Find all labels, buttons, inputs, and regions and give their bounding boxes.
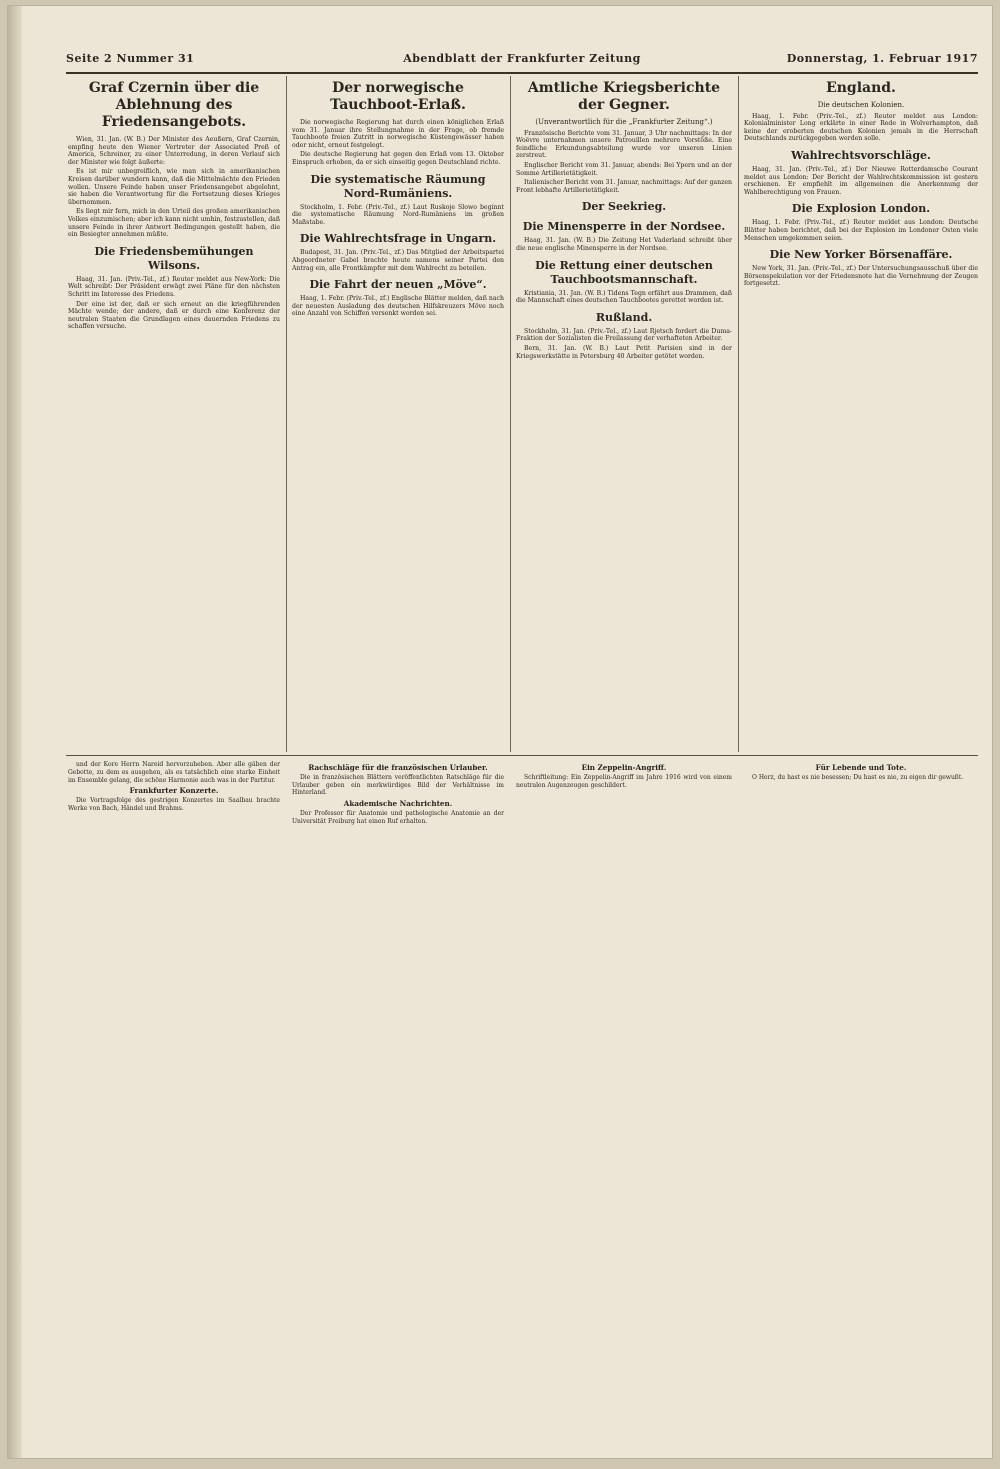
article-paragraph: Englischer Bericht vom 31. Januar, abends: Bei Ypern und an der Somme Artillerietätigkeit. [516,161,732,177]
article-headline: Die Wahlrechtsfrage in Ungarn. [299,232,497,246]
newspaper-title: Abendblatt der Frankfurter Zeitung [403,52,641,65]
article-paragraph: Wien, 31. Jan. (W. B.) Der Minister des Aeußern, Graf Czernin, empfing heute den Wiener Vertreter der Associated Preß of America, Schreiner, zu einer Unterredung, in deren Verlauf sich der Minister wie folgt äußerte: [68,136,280,166]
article-headline: Der Seekrieg. [581,200,667,214]
feuilleton-column-2 [292,761,504,1409]
column-rule [510,76,511,752]
article-headline: Amtliche Kriegsberichte der Gegner. [527,80,721,113]
article-paragraph: Der eine ist der, daß er sich erneut an die kriegführenden Mächte wende; der andere, daß er durch eine Konferenz der neutralen Staaten die Grundlagen eines dauernden Friedens zu schaffen versuche. [68,300,280,331]
column-1 [68,76,280,752]
feuilleton-column-1 [68,761,280,1409]
article-headline: Wahlrechtsvorschläge. [791,148,931,162]
column-rule [286,76,287,752]
article-paragraph: Kristiania, 31. Jan. (W. B.) Tidens Tegn erfährt aus Drammen, daß die Mannschaft eines deutschen Tauchbootes gerettet worden ist. [516,289,732,305]
article-paragraph: Haag, 31. Jan. (Priv.-Tel., zf.) Reuter meldet aus New-York: Die Welt schreibt: Der Präsident erwägt zwei Pläne für den nächsten Schritt im Interesse des Friedens. [68,275,280,298]
feuilleton-paragraph: Die in französischen Blättern veröffentlichten Ratschläge für die Urlauber geben ein merkwürdiges Bild der Verhältnisse im Hinterland. [292,773,504,797]
article-headline: Rußland. [595,310,653,324]
page-number: Seite 2 Nummer 31 [66,52,195,65]
article-paragraph: Es liegt mir fern, mich in den Urteil des großen amerikanischen Volkes einzumischen; aber ich kann nicht umhin, festzustellen, daß unsere Feinde in ihrer Antwort Bedingungen gestellt haben, die ein Besiegter annehmen müßte. [68,208,280,239]
issue-date: Donnerstag, 1. Februar 1917 [786,52,978,65]
article-headline: Die Rettung einer deutschen Tauchbootsmannschaft. [535,258,713,286]
article-paragraph: Haag, 31. Jan. (W. B.) Die Zeitung Het Vaderland schreibt über die neue englische Minensperre in der Nordsee. [516,237,732,252]
feuilleton-paragraph: Die Vortragsfolge des gestrigen Konzertes im Saalbau brachte Werke von Bach, Händel und Brahms. [68,797,280,812]
feuilleton-rule [66,755,978,756]
article-headline: England. [826,80,896,96]
article-headline: Die Friedensbemühungen Wilsons. [94,244,254,272]
column-rule [738,76,739,752]
article-paragraph: New York, 31. Jan. (Priv.-Tel., zf.) Der Untersuchungsausschuß über die Börsenspekulation vor der Friedensnote hat die Vernehmung der Zeugen fortgesetzt. [744,265,978,288]
article-headline: Die Fahrt der neuen „Möve“. [309,278,487,292]
article-paragraph: Bern, 31. Jan. (W. B.) Laut Petit Parisien sind in der Kriegswerkstätte in Petersburg 40 Arbeiter getötet worden. [516,344,732,360]
feuilleton-paragraph: Schriftleitung: Ein Zeppelin-Angriff im Jahre 1916 wird von einem neutralen Augenzeugen geschildert. [516,773,732,789]
column-2 [292,76,504,752]
feuilleton-paragraph: Der Professor für Anatomie und pathologische Anatomie an der Universität Freiburg hat einen Ruf erhalten. [292,809,504,825]
article-headline: Die Minensperre in der Nordsee. [522,220,726,234]
article-paragraph: Stockholm, 1. Febr. (Priv.-Tel., zf.) Laut Ruskoje Slowo beginnt die systematische Räumung Nord-Rumäniens im großen Maßstabe. [292,203,504,226]
feuilleton-column-3 [516,761,732,1409]
article-paragraph: Haag, 1. Febr. (Priv.-Tel., zf.) Reuter meldet aus London: Kolonialminister Long erklärte in einer Rede in Wolverhampton, daß keine der eroberten deutschen Kolonien jemals in die Herrschaft Deutschlands zurückgegeben werden solle. [744,112,978,143]
article-subheadline: Die deutschen Kolonien. [817,101,905,109]
feuilleton-column-4 [744,761,978,1409]
feuilleton-paragraph: und der Kore Herrn Nareid hervorzuheben. Aber alle gäben der Gebotte, zu dem es ausgehen, als es tatsächlich eine starke Einheit im Ensemble gelang, die schöne Harmonie auch was in der Partitur. [68,761,280,784]
article-paragraph: Budapest, 31. Jan. (Priv.-Tel., zf.) Das Mitglied der Arbeitspartei Abgeordneter Gabel brachte heute namens seiner Partei den Antrag ein, alle Frontkämpfer mit dem Wahlrecht zu beteilen. [292,249,504,272]
article-headline: Der norwegische Tauchboot-Erlaß. [330,80,466,113]
article-paragraph: Es ist mir unbegreiflich, wie man sich in amerikanischen Kreisen darüber wundern kann, daß die Mittelmächte den Frieden wollen. Unsere Feinde haben unser Friedensangebot abgelehnt, sie haben die Verantwortung für die Fortsetzung dieses Krieges übernommen. [68,168,280,206]
feuilleton-heading: Ein Zeppelin-Angriff. [581,763,667,772]
feuilleton-heading: Frankfurter Konzerte. [129,786,219,796]
article-subheadline: (Unverantwortlich für die „Frankfurter Zeitung“.) [535,118,713,126]
masthead [66,50,978,74]
article-paragraph: Die deutsche Regierung hat gegen den Erlaß vom 13. Oktober Einspruch erhoben, da er sich einseitig gegen Deutschland richte. [292,151,504,166]
feuilleton-heading: Rachschläge für die französischen Urlauber. [308,763,488,772]
article-paragraph: Die norwegische Regierung hat durch einen königlichen Erlaß vom 31. Januar ihre Stellungnahme in der Frage, ob fremde Tauchboote freien Zutritt in norwegische Küstengewässer haben oder nicht, erneut festgelegt. [292,119,504,149]
article-paragraph: Haag, 1. Febr. (Priv.-Tel., zf.) Englische Blätter melden, daß nach der neuesten Ausladung des deutschen Hilfskreuzers Möve noch eine Anzahl von Schiffen versenkt worden sei. [292,295,504,318]
column-3 [516,76,732,752]
feuilleton-paragraph: O Herz, du hast es nie besessen; Du hast es nie, zu eigen dir gewußt. [752,773,964,781]
article-paragraph: Stockholm, 31. Jan. (Priv.-Tel., zf.) Laut Rjetsch fordert die Duma-Fraktion der Sozialisten die Freilassung der verhafteten Arbeiter. [516,327,732,343]
article-headline: Die Explosion London. [791,202,931,216]
article-paragraph: Haag, 31. Jan. (Priv.-Tel., zf.) Der Nieuwe Rotterdamsche Courant meldet aus London: Der Bericht der Wahlrechtskommission ist gestern erschienen. Er empfiehlt im allgemeinen die Anerkennung der Wahlberechtigung von Frauen. [744,165,978,196]
feuilleton-heading: Für Lebende und Tote. [815,763,907,772]
page-fold [8,6,22,1458]
article-paragraph: Italienischer Bericht vom 31. Januar, nachmittags: Auf der ganzen Front lebhafte Artillerietätigkeit. [516,179,732,194]
article-headline: Die systematische Räumung Nord-Rumäniens. [310,172,486,200]
article-headline: Graf Czernin über die Ablehnung des Friedensangebots. [88,80,260,130]
article-paragraph: Französische Berichte vom 31. Januar, 3 Uhr nachmittags: In der Woëvre unternahmen unsere Patrouillen mehrere Vorstöße. Eine feindliche Erkundungsabteilung wurde vor unseren Linien zerstreut. [516,129,732,160]
article-headline: Die New Yorker Börsenaffäre. [769,248,953,262]
newspaper-page [8,6,992,1458]
column-4 [744,76,978,752]
feuilleton-heading: Akademische Nachrichten. [343,799,453,809]
article-paragraph: Haag, 1. Febr. (Priv.-Tel., zf.) Reuter meldet aus London: Deutsche Blätter haben berichtet, daß bei der Explosion im Londoner Osten viele Menschen umgekommen seien. [744,219,978,242]
